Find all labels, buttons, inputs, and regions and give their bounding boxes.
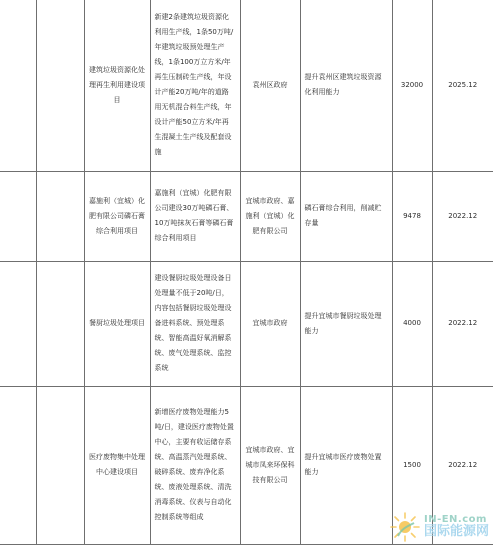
- construction-content-cell: 嘉施利（宜城）化肥有限公司建设30万吨磷石膏、10万吨抹灰石膏等磷石膏综合利用项目: [150, 171, 240, 261]
- index-cell: [0, 171, 36, 261]
- responsible-unit-cell: 宜城市政府、嘉施利（宜城）化肥有限公司: [240, 171, 300, 261]
- goal-cell: 提升宜城市医疗废物处置能力: [300, 386, 392, 544]
- table-row: [0, 171, 493, 261]
- index-cell: [0, 0, 36, 171]
- goal-cell: 磷石膏综合利用，削减贮存量: [300, 171, 392, 261]
- investment-cell: 1500: [392, 386, 432, 544]
- goal-cell: 提升袁州区建筑垃圾资源化利用能力: [300, 0, 392, 171]
- responsible-unit-cell: 宜城市政府、宜城市凤来环保科技有限公司: [240, 386, 300, 544]
- construction-content-cell: 新增医疗废物处理能力5吨/日，建设医疗废物处置中心，主要有收运储存系统、高温蒸汽处理系统、破碎系统、废弃净化系统、废液处理系统、清洗消毒系统、仪表与自动化控制系统等组成: [150, 386, 240, 544]
- completion-date-cell: 2022.12: [432, 261, 493, 386]
- category-cell: [36, 0, 84, 171]
- completion-date-cell: 2025.12: [432, 0, 493, 171]
- watermark-logo-icon: [389, 511, 421, 543]
- table-row: [0, 0, 493, 171]
- completion-date-cell: 2022.12: [432, 386, 493, 544]
- category-cell: [36, 261, 84, 386]
- category-cell: [36, 386, 84, 544]
- category-cell: [36, 171, 84, 261]
- responsible-unit-cell: 袁州区政府: [240, 0, 300, 171]
- watermark-name: 国际能源网: [423, 524, 489, 540]
- project-name-cell: 医疗废物集中处理中心建设项目: [84, 386, 150, 544]
- watermark: [389, 511, 489, 543]
- project-name-cell: 餐厨垃圾处理项目: [84, 261, 150, 386]
- table-row: [0, 261, 493, 386]
- watermark-url: IN-EN.com: [423, 514, 487, 526]
- project-name-cell: 嘉施利（宜城）化肥有限公司磷石膏综合利用项目: [84, 171, 150, 261]
- goal-cell: 提升宜城市餐厨垃圾处理能力: [300, 261, 392, 386]
- completion-date-cell: 2022.12: [432, 171, 493, 261]
- index-cell: [0, 261, 36, 386]
- project-name-cell: 建筑垃圾资源化处理再生利用建设项目: [84, 0, 150, 171]
- construction-content-cell: 建设餐厨垃圾处理设备日处理量不低于20吨/日，内容包括餐厨垃圾处理设备进料系统、预处理系统、智能高温好氧消解系统、废气处理系统、监控系统: [150, 261, 240, 386]
- index-cell: [0, 386, 36, 544]
- responsible-unit-cell: 宜城市政府: [240, 261, 300, 386]
- investment-cell: 9478: [392, 171, 432, 261]
- investment-cell: 4000: [392, 261, 432, 386]
- investment-cell: 32000: [392, 0, 432, 171]
- construction-content-cell: 新建2条建筑垃圾资源化利用生产线，1条50万吨/年建筑垃圾预处理生产线，1条100万立方米/年再生压制砖生产线，年设计产能20万吨/年的道路用无机混合料生产线，年设计产能50立方米/年再生混凝土生产线及配套设施: [150, 0, 240, 171]
